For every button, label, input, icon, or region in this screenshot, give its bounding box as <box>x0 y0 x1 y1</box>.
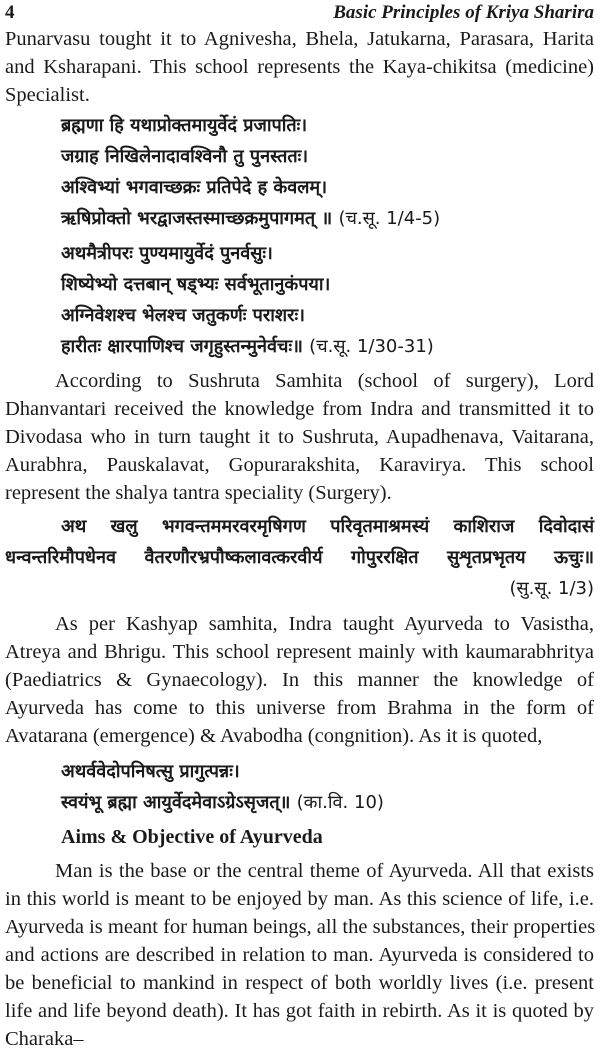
verse-line: ऋषिप्रोक्तो भरद्वाजस्तस्माच्छक्रमुपागमत् ॥ <box>61 208 333 229</box>
verse-line: शिष्येभ्यो दत्तबान् षड्भ्यः सर्वभूतानुकंपया। <box>61 274 331 295</box>
verse-line: जग्राह निखिलेनादावश्विनौ तु पुनस्ततः। <box>61 146 309 167</box>
paragraph-4 <box>5 857 594 1053</box>
paragraph-1 <box>5 25 594 109</box>
verse-1 <box>5 110 594 234</box>
running-header <box>5 0 594 26</box>
text-line: be beneficial to mankind in respect of both worldly lives (i.e. present <box>5 972 594 994</box>
text-line: and actions are described in relation to man. Ayurveda is considered to <box>5 944 594 966</box>
verse-line: धन्वन्तरिमौपधेनव वैतरणौरभ्रपौष्कलावत्करवीर्य गोपुररक्षित सुशृतप्रभृतय ऊचुः॥ <box>5 547 594 568</box>
verse-reference: (सु.सू. 1/3) <box>509 578 594 599</box>
section-heading: Aims & Objective of Ayurveda <box>61 826 323 848</box>
text-line: represent the shalya tantra speciality (Surgery). <box>5 482 392 504</box>
text-line: (Paediatrics & Gynaecology). In this manner the knowledge of <box>5 669 594 691</box>
text-line: life and life beyond death). It has got faith in rebirth. As it is quoted by <box>5 1000 594 1022</box>
verse-reference: (च.सू. 1/30-31) <box>309 336 434 357</box>
verse-line: अथमैत्रीपरः पुण्यमायुर्वेदं पुनर्वसुः। <box>61 243 273 264</box>
text-line: Ayurveda is meant for human beings, all the substances, their properties <box>5 916 596 938</box>
verse-line: अश्विभ्यां भगवाच्छक्रः प्रतिपेदे ह केवलम्। <box>61 177 328 198</box>
text-line: Charaka– <box>5 1028 84 1050</box>
text-line: As per Kashyap samhita, Indra taught Ayurveda to Vasistha, <box>55 613 594 635</box>
verse-line: अथ खलु भगवन्तममरवरमृषिगण परिवृतमाश्रमस्यं काशिराज दिवोदासं <box>61 516 594 537</box>
running-title: Basic Principles of Kriya Sharira <box>333 2 594 23</box>
paragraph-3 <box>5 610 594 750</box>
text-line: Divodasa who in turn taught it to Sushruta, Aupadhenava, Vaitarana, <box>5 426 594 448</box>
verse-4 <box>5 756 594 818</box>
text-line: and Ksharapani. This school represents the Kaya-chikitsa (medicine) <box>5 56 594 78</box>
verse-line: ब्रह्मणा हि यथाप्रोक्तमायुर्वेदं प्रजापतिः। <box>61 115 308 136</box>
text-line: Ayurveda has come to this universe from Brahma in the form of <box>5 697 594 719</box>
text-line: According to Sushruta Samhita (school of surgery), Lord <box>55 370 594 392</box>
text-line: Dhanvantari received the knowledge from Indra and transmitted it to <box>5 398 594 420</box>
text-line: Aurabhra, Pauskalavat, Gopurarakshita, Karavirya. This school <box>5 454 594 476</box>
verse-reference: (का.वि. 10) <box>296 792 384 813</box>
verse-reference: (च.सू. 1/4-5) <box>338 208 441 229</box>
verse-3 <box>5 511 594 604</box>
verse-2 <box>5 238 594 362</box>
text-line: in this world is meant to be enjoyed by man. As this science of life, i.e. <box>5 888 594 910</box>
text-line: Specialist. <box>5 84 90 106</box>
text-line: Man is the base or the central theme of Ayurveda. All that exists <box>55 860 594 882</box>
paragraph-2 <box>5 367 594 507</box>
page-number: 4 <box>5 2 15 23</box>
verse-line: अथर्ववेदोपनिषत्सु प्रागुत्पन्नः। <box>61 761 240 782</box>
verse-line: अग्निवेशश्च भेलश्च जतुकर्णः पराशरः। <box>61 305 305 326</box>
text-line: Atreya and Bhrigu. This school represent mainly with kaumarabhritya <box>5 641 594 663</box>
text-line: Punarvasu tought it to Agnivesha, Bhela, Jatukarna, Parasara, Harita <box>5 28 594 50</box>
text-line: Avatarana (emergence) & Avabodha (congnition). As it is quoted, <box>5 725 543 747</box>
verse-line: हारीतः क्षारपाणिश्च जगृहुस्तन्मुनेर्वचः॥ <box>61 336 303 357</box>
verse-line: स्वयंभू ब्रह्मा आयुर्वेदमेवाऽग्रेऽसृजत्॥ <box>61 792 291 813</box>
